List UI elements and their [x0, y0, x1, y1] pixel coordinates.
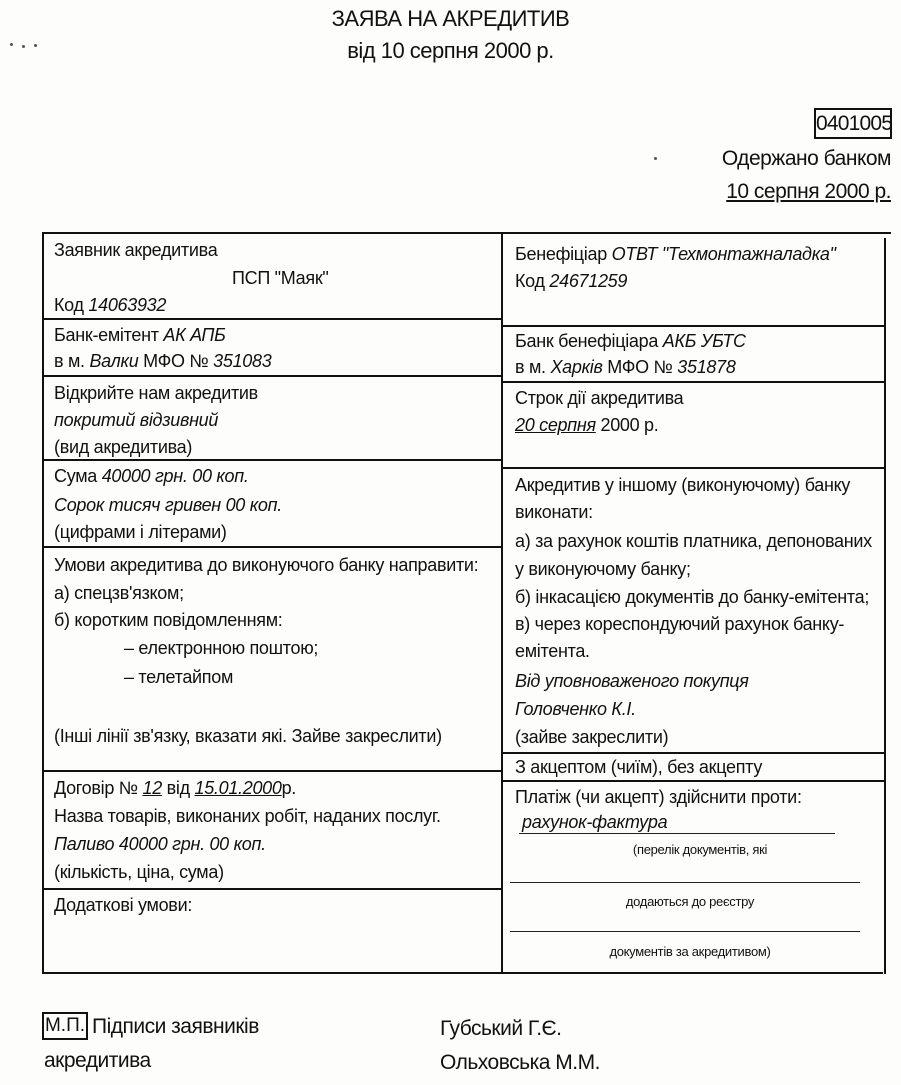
left-row-sep	[42, 546, 502, 548]
extra-label: Додаткові умови:	[54, 895, 193, 915]
sum-value: 40000 грн. 00 коп.	[101, 466, 249, 486]
received-label: Одержано банком	[721, 147, 891, 170]
goods-label: Назва товарів, виконаних робіт, наданих послуг.	[54, 806, 441, 826]
ben-bank-line	[515, 331, 746, 352]
applicant-code	[54, 295, 166, 316]
sum-note: (цифрами і літерами)	[54, 522, 227, 542]
issuer-bank-value: АК АПБ	[163, 325, 226, 345]
exec-line1: Акредитив у іншому (виконуючому) банку	[515, 475, 851, 495]
term-line	[515, 415, 658, 436]
exec-a1: а) за рахунок коштів платника, депонованих	[515, 531, 872, 551]
table-border-left	[42, 232, 44, 974]
issuer-city-prefix: в м.	[54, 351, 85, 371]
pay-value-line	[519, 833, 835, 834]
signatures-label: Підписи заявників	[92, 1015, 259, 1038]
issuer-mfo-label: МФО №	[143, 351, 209, 371]
issuer-bank-label: Банк-емітент	[54, 325, 159, 345]
signer-1: Губський Г.Є.	[440, 1017, 562, 1040]
signer-2: Ольховська М.М.	[440, 1051, 600, 1074]
contract-suffix: р.	[281, 778, 296, 798]
applicant-name: ПСП "Маяк"	[232, 268, 329, 288]
document-date: від 10 серпня 2000 р.	[347, 38, 554, 63]
terms-a: а) спецзв'язком;	[54, 583, 184, 603]
docs-note3: документів за акредитивом)	[609, 944, 771, 959]
issuer-city-value: Валки	[89, 351, 139, 371]
right-row-sep	[501, 780, 886, 782]
applicant-code-value: 14063932	[88, 295, 167, 315]
accept-label: З акцептом (чиїм), без акцепту	[515, 757, 763, 777]
term-year: 2000 р.	[600, 415, 659, 435]
table-border-right	[884, 238, 886, 974]
left-row-sep	[42, 375, 502, 377]
exec-a2: у виконуючому банку;	[515, 559, 691, 579]
ben-city-value: Харків	[550, 357, 603, 377]
open-note: (вид акредитива)	[54, 437, 193, 457]
ben-city-prefix: в м.	[515, 357, 546, 377]
terms-b: б) коротким повідомленням:	[54, 610, 283, 630]
auth-note: (зайве закреслити)	[515, 727, 669, 747]
applicant-code-label: Код	[54, 295, 84, 315]
docs-line1	[510, 882, 860, 883]
open-label: Відкрийте нам акредитив	[54, 383, 258, 403]
auth-line2: Головченко К.І.	[515, 699, 636, 719]
docs-note1: (перелік документів, які	[632, 842, 768, 857]
pay-value: рахунок-фактура	[522, 812, 668, 832]
contract-date: 15.01.2000	[194, 778, 282, 798]
ben-bank-city	[515, 357, 736, 378]
ben-mfo-value: 351878	[677, 357, 736, 377]
exec-c1: в) через кореспондуючий рахунок банку-	[515, 614, 845, 634]
beneficiary-label: Бенефіціар	[515, 244, 607, 264]
received-date: 10 серпня 2000 р.	[726, 180, 891, 203]
beneficiary-code	[515, 271, 627, 292]
beneficiary-code-value: 24671259	[549, 271, 628, 291]
contract-from: від	[166, 778, 190, 798]
table-border-top	[42, 232, 891, 234]
docs-line2	[510, 931, 860, 932]
contract-line	[54, 778, 296, 799]
term-value: 20 серпня	[515, 415, 596, 435]
ben-bank-label: Банк бенефіціара	[515, 331, 659, 351]
left-row-sep	[42, 459, 502, 461]
right-row-sep	[501, 381, 886, 383]
applicant-label: Заявник акредитива	[54, 240, 218, 260]
beneficiary-code-label: Код	[515, 271, 545, 291]
open-value: покритий відзивний	[54, 410, 219, 430]
terms-note: (Інші лінії зв'язку, вказати які. Зайве закреслити)	[54, 726, 442, 746]
left-row-sep	[42, 770, 502, 772]
sum-label: Сума	[54, 466, 97, 486]
contract-label: Договір №	[54, 778, 138, 798]
right-row-sep	[501, 325, 886, 327]
right-row-sep	[501, 467, 886, 469]
terms-b2: – телетайпом	[124, 667, 234, 687]
document-title: ЗАЯВА НА АКРЕДИТИВ	[331, 6, 570, 31]
issuer-mfo-value: 351083	[213, 351, 272, 371]
terms-b1: – електронною поштою;	[124, 638, 319, 658]
sum-words: Сорок тисяч гривен 00 коп.	[54, 495, 282, 515]
goods-note: (кількість, ціна, сума)	[54, 862, 224, 882]
auth-line1: Від уповноваженого покупця	[515, 671, 749, 691]
sum-line	[54, 466, 249, 487]
scan-speck	[654, 157, 657, 160]
goods-value: Паливо 40000 грн. 00 коп.	[54, 834, 266, 854]
form-code-box: 0401005	[814, 108, 892, 139]
ben-mfo-label: МФО №	[607, 357, 673, 377]
beneficiary-value: ОТВТ "Техмонтажналадка"	[611, 244, 836, 264]
exec-c2: емітента.	[515, 641, 590, 661]
contract-no: 12	[142, 778, 162, 798]
left-row-sep	[42, 318, 502, 320]
right-row-sep	[501, 752, 886, 754]
signatures-label2: акредитива	[44, 1049, 151, 1072]
beneficiary-line	[515, 244, 836, 265]
docs-note2: додаються до реєстру	[625, 894, 755, 909]
terms-line1: Умови акредитива до виконуючого банку направити:	[54, 555, 479, 575]
exec-line2: виконати:	[515, 502, 593, 522]
issuer-bank-city	[54, 351, 271, 372]
pay-label: Платіж (чи акцепт) здійснити проти:	[515, 787, 802, 807]
term-label: Строк дії акредитива	[515, 388, 684, 408]
issuer-bank	[54, 325, 226, 346]
ben-bank-value: АКБ УБТС	[662, 331, 746, 351]
left-row-sep	[42, 888, 502, 890]
exec-b: б) інкасацією документів до банку-емітента;	[515, 587, 870, 607]
stamp-box: М.П.	[42, 1012, 88, 1040]
table-divider-center	[501, 232, 503, 974]
table-border-bottom	[42, 972, 883, 974]
